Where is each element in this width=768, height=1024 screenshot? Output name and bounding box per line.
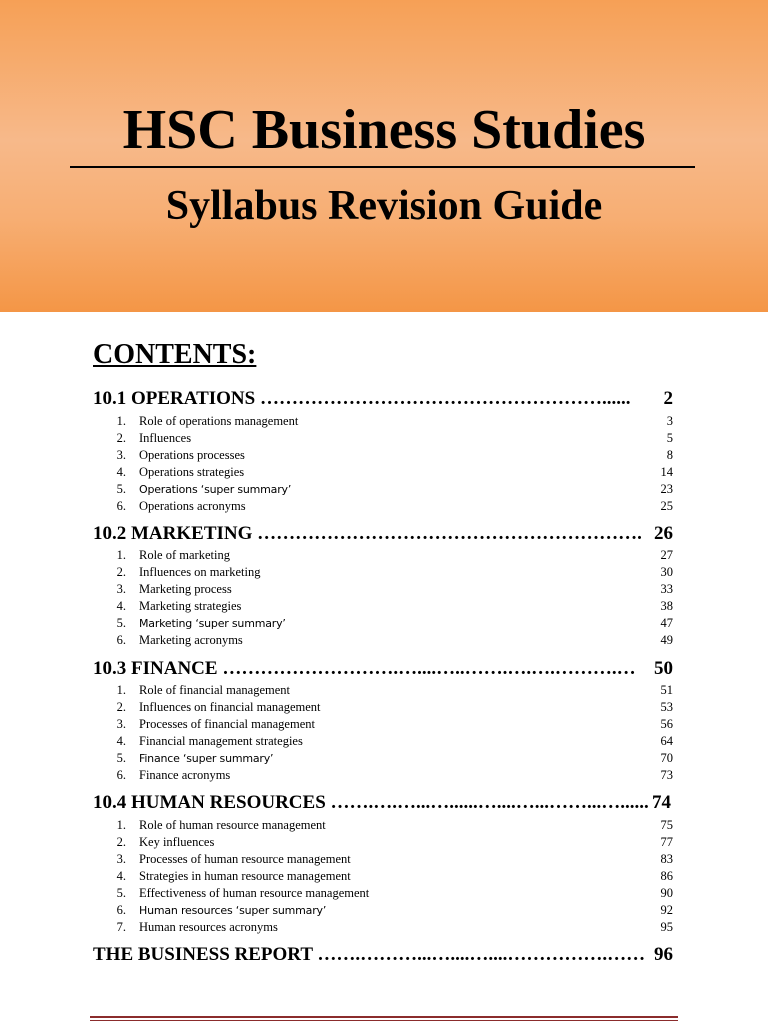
item-number: 6. [116, 768, 126, 782]
contents-item [110, 767, 673, 784]
item-number: 2. [116, 431, 126, 445]
item-title: Effectiveness of human resource management [139, 886, 370, 900]
item-title: Human resources acronyms [139, 920, 278, 934]
section-page-number: 96 [654, 944, 673, 965]
section-heading-human-resources [93, 791, 671, 815]
item-title: Marketing acronyms [139, 633, 243, 647]
contents-item [110, 547, 673, 564]
document-subtitle: Syllabus Revision Guide [165, 183, 603, 229]
item-number: 5. [116, 751, 126, 765]
item-title: Marketing ‘super summary’ [139, 617, 286, 630]
contents-item [110, 447, 673, 464]
item-number: 4. [116, 869, 126, 883]
item-page-number: 56 [660, 717, 673, 731]
contents-item [110, 413, 673, 430]
section-title: 10.4 HUMAN RESOURCES [93, 792, 326, 813]
contents-item [110, 817, 673, 834]
item-number: 2. [116, 835, 126, 849]
item-title: Human resources ‘super summary’ [139, 904, 327, 917]
contents-item [110, 750, 673, 767]
contents-heading: CONTENTS: [93, 339, 257, 370]
item-page-number: 14 [660, 465, 673, 479]
item-number: 2. [116, 565, 126, 579]
contents-item [110, 564, 673, 581]
contents-item [110, 733, 673, 750]
contents-item [110, 632, 673, 649]
item-page-number: 38 [660, 599, 673, 613]
footer-divider [90, 1016, 678, 1018]
item-page-number: 90 [660, 886, 673, 900]
item-title: Operations strategies [139, 465, 245, 479]
section-page-number: 26 [654, 523, 673, 544]
contents-item [110, 430, 673, 447]
item-page-number: 86 [660, 869, 673, 883]
title-divider [70, 166, 695, 168]
item-title: Influences on marketing [139, 565, 261, 579]
section-heading-finance [93, 657, 673, 681]
leader-dots: …….………...…....…....…………….…… [317, 944, 646, 965]
item-title: Finance acronyms [139, 768, 231, 782]
item-page-number: 8 [666, 448, 673, 462]
contents-item [110, 682, 673, 699]
item-title: Finance ‘super summary’ [139, 752, 274, 765]
contents-item [110, 598, 673, 615]
item-number: 1. [116, 818, 126, 832]
contents-item [110, 851, 673, 868]
contents-item [110, 699, 673, 716]
item-title: Operations processes [139, 448, 245, 462]
section-page-number: 50 [654, 658, 673, 679]
item-title: Key influences [139, 835, 215, 849]
item-title: Role of human resource management [139, 818, 326, 832]
item-number: 6. [116, 903, 126, 917]
item-number: 6. [116, 633, 126, 647]
cover-banner [0, 0, 768, 312]
item-title: Influences [139, 431, 192, 445]
item-page-number: 49 [660, 633, 673, 647]
item-number: 2. [116, 700, 126, 714]
leader-dots: ……………………………………………………. [257, 523, 642, 544]
item-page-number: 92 [660, 903, 673, 917]
contents-item [110, 481, 673, 498]
contents-item [110, 615, 673, 632]
item-page-number: 47 [660, 616, 673, 630]
item-title: Processes of human resource management [139, 852, 351, 866]
item-page-number: 27 [660, 548, 673, 562]
contents-item [110, 716, 673, 733]
item-number: 4. [116, 465, 126, 479]
section-heading-business-report [93, 943, 673, 967]
contents-item [110, 581, 673, 598]
contents-item [110, 919, 673, 936]
item-title: Strategies in human resource management [139, 869, 351, 883]
item-title: Operations ‘super summary’ [139, 483, 292, 496]
section-page-number: 74 [652, 792, 671, 813]
item-page-number: 25 [660, 499, 673, 513]
contents-item [110, 885, 673, 902]
item-title: Marketing process [139, 582, 232, 596]
item-page-number: 51 [660, 683, 673, 697]
item-page-number: 3 [666, 414, 673, 428]
section-heading-marketing [93, 522, 673, 546]
item-number: 1. [116, 548, 126, 562]
item-page-number: 70 [660, 751, 673, 765]
item-page-number: 64 [660, 734, 673, 748]
item-number: 3. [116, 582, 126, 596]
contents-item [110, 834, 673, 851]
leader-dots: ………………………………………………...... [259, 388, 631, 409]
section-title: THE BUSINESS REPORT [93, 944, 313, 965]
item-page-number: 95 [660, 920, 673, 934]
item-number: 1. [116, 683, 126, 697]
item-title: Role of operations management [139, 414, 299, 428]
item-title: Financial management strategies [139, 734, 303, 748]
contents-item [110, 902, 673, 919]
item-page-number: 53 [660, 700, 673, 714]
item-title: Role of financial management [139, 683, 290, 697]
item-title: Marketing strategies [139, 599, 242, 613]
item-number: 3. [116, 717, 126, 731]
item-number: 3. [116, 852, 126, 866]
contents-item [110, 464, 673, 481]
item-number: 5. [116, 886, 126, 900]
item-number: 5. [116, 616, 126, 630]
item-number: 5. [116, 482, 126, 496]
item-number: 6. [116, 499, 126, 513]
section-title: 10.3 FINANCE [93, 658, 218, 679]
item-number: 4. [116, 599, 126, 613]
section-heading-operations [93, 387, 673, 411]
item-title: Operations acronyms [139, 499, 246, 513]
section-page-number: 2 [663, 388, 673, 409]
leader-dots: …….….…...…......…....…...……...…...... [330, 792, 649, 813]
item-page-number: 30 [660, 565, 673, 579]
item-title: Processes of financial management [139, 717, 315, 731]
item-number: 4. [116, 734, 126, 748]
section-title: 10.2 MARKETING [93, 523, 253, 544]
document-title: HSC Business Studies [122, 99, 646, 161]
item-page-number: 75 [660, 818, 673, 832]
item-title: Role of marketing [139, 548, 230, 562]
section-title: 10.1 OPERATIONS [93, 388, 256, 409]
item-page-number: 77 [660, 835, 673, 849]
footer-divider-thin [90, 1020, 678, 1021]
item-page-number: 73 [660, 768, 673, 782]
contents-item [110, 498, 673, 515]
item-number: 3. [116, 448, 126, 462]
item-page-number: 83 [660, 852, 673, 866]
contents-item [110, 868, 673, 885]
item-page-number: 23 [660, 482, 673, 496]
item-page-number: 33 [660, 582, 673, 596]
item-page-number: 5 [666, 431, 673, 445]
leader-dots: ……………………….…....…..…….….….……….… [222, 658, 636, 679]
item-number: 7. [116, 920, 126, 934]
item-number: 1. [116, 414, 126, 428]
item-title: Influences on financial management [139, 700, 321, 714]
